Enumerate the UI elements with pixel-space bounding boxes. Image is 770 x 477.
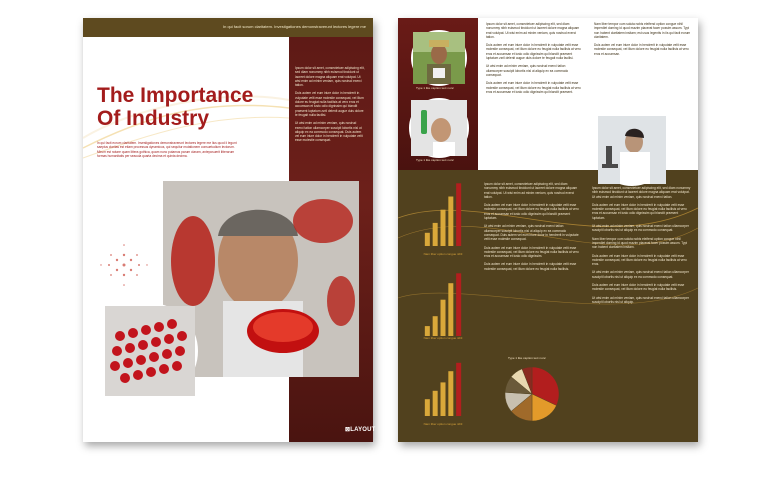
paragraph: Duis autem vel eum iriure dolor in hendrerit in vulputate velit esse molestie consequat, vel illum dolore eu feugiat nulla facilisis at vero eros et accumsan. (594, 43, 689, 56)
paragraph: Ut wisi enim ad minim veniam, quis nostrud exerci tation ullamcorper suscipit lobortis nisl ut aliquip ex ea commodo consequat. (486, 64, 569, 77)
title-line-1: The Importance (97, 84, 254, 107)
bar (441, 210, 446, 246)
bar (456, 363, 461, 416)
caption-2: Type 1 like caption text nunc (416, 158, 454, 162)
bar (456, 183, 461, 246)
paragraph: Ipsum dolor sit amet, consectetuer adipiscing elit, sed diam nonummy nibh euismod tincidunt ut laoreet dolore magna aliquam erat volutpat. Ut wisi enim ad minim veniam, quis nostrud exerci tation. (486, 22, 580, 39)
paragraph: Duis autem vel eum iriure dolor in hendrerit in vulputate velit esse molestie consequat, vel illum dolore eu feugiat nulla facilisis at vero eros et accumsan et iusto odio dignissim qui blandit praesent luptatum. (484, 203, 579, 221)
paragraph: Duis autem vel eum iriure dolor in hendrerit in vulputate velit esse molestie consequat, vel illum dolore eu feugiat nulla facilisis at vero eros. (592, 253, 687, 267)
right-page (398, 18, 698, 442)
bar (425, 399, 430, 416)
logo-text: LAYOUT (350, 427, 376, 433)
worker-photo (411, 30, 467, 86)
pie-caption: Type 1 like caption text nunc (508, 356, 546, 360)
chart-caption-2: Nam liber option congue nihil (423, 336, 463, 340)
left-topbar (83, 18, 373, 37)
paragraph: Duis autem vel eum iriure dolor in hendrerit in vulputate velit esse molestie consequat, vel illum dolore eu feugiat nulla facilisis at vero eros et accumsan et iusto odio dignissim qui blandit praesent. (486, 81, 581, 94)
caption-1: Type 1 like caption text nunc (416, 86, 454, 90)
sample-tubes-photo (102, 303, 198, 399)
paragraph: Ipsum dolor sit amet, consectetuer adipiscing elit, sed diam nonummy nibh euismod tincidunt ut laoreet dolore magna aliquam erat volutpat. Ut wisi enim ad minim veniam, quis nostrud exerci tation. (592, 186, 691, 199)
dot-pattern-decoration (89, 230, 159, 300)
left-column-text (295, 66, 365, 147)
right-top-column-2 (594, 22, 692, 60)
bar (441, 300, 446, 336)
bar (456, 273, 461, 336)
paragraph: Ipsum dolor sit amet, consectetuer adipiscing elit, sed diam nonummy nibh euismod tincidunt ut laoreet dolore magna aliquam erat volutpat. Ut wisi enim ad minim veniam, quis nostrud exerci tation. (484, 182, 578, 199)
paragraph: Nam liber tempor cum soluta nobis eleifend option congue nihil imperdiet doming id quod mazim placerat facer possim assum. Typi non habent claritatem insitam; est usus legentis in iis qui facit eorum claritatem. (594, 22, 691, 39)
chart-caption-3: Nam liber option congue nihil (423, 422, 463, 426)
bar (425, 233, 430, 246)
layout-logo: ⊠LAYOUT (345, 427, 376, 433)
left-page (83, 18, 376, 442)
paragraph: Ipsum dolor sit amet, consectetuer adipiscing elit, sed diam nonummy nibh euismod tincidunt ut laoreet dolore magna aliquam erat volutpat. Ut wisi enim ad minim veniam, quis nostrud exerci tation. (295, 66, 365, 88)
paragraph: Duis autem vel eum iriure dolor in hendrerit in vulputate velit esse molestie consequat, vel illum dolore eu feugiat nulla facilisis. (484, 262, 577, 271)
pie-chart (502, 364, 562, 424)
page-title (97, 84, 253, 130)
bar (433, 223, 438, 246)
intro-text: In qui facit eorum claritatem. Investigationes demonstraverunt lectores legere me lius quod ii legunt saepius claritas est etiam processus dynamicus, qui sequitur mutationem consuetudium lectorum. Mirum est notare quam littera gothica, quam nunc putamus parum claram, anteposuerit litterarum formas humanitatis per seacula quarta decima et quinta decima. (97, 141, 237, 159)
topbar-text: In qui facit sorum claritatem. Investigationes demonstraverunt lectores legere me (223, 24, 366, 29)
lab-technician-photo (409, 98, 469, 158)
paragraph: Duis autem vel eum iriure dolor in hendrerit in vulputate velit esse molestie consequat, vel illum dolore eu feugiat nulla facilisis at vero eros et accumsan et iusto odio dignissim qui blandit praesent luptatum. (592, 202, 687, 220)
right-main-column-2 (592, 186, 692, 308)
paragraph: Ut wisi enim ad minim veniam, quis nostrud exerci tation ullamcorper suscipit lobortis nisl ut aliquip. (592, 295, 689, 304)
microscope-photo (596, 114, 668, 186)
paragraph: Ut wisi enim ad minim veniam, quis nostrud exerci tation ullamcorper suscipit lobortis nisl ut aliquip ex ea commodo consequat. Duis autem vel eum iriure dolor in hendrerit in vulputate velit esse molestie consequat. (295, 121, 363, 143)
bar (448, 197, 453, 247)
paragraph: Duis autem vel eum iriure dolor in hendrerit in vulputate velit esse molestie consequat, vel illum dolore eu feugiat nulla facilisis at vero eros et accumsan et iusto odio dignissim qui blandit praesent luptatum zzril delenit augue duis dolore te feugait nulla facilisi. (295, 91, 364, 117)
title-line-2: Of Industry (97, 107, 210, 130)
paragraph: Duis autem vel eum iriure dolor in hendrerit in vulputate velit esse molestie consequat, vel illum dolore eu feugiat nulla facilisis. (592, 283, 685, 292)
paragraph: Duis autem vel eum iriure dolor in hendrerit in vulputate velit esse molestie consequat, vel illum dolore eu feugiat nulla facilisis at vero eros et accumsan et iusto odio dignissim qui blandit praesent luptatum zzril delenit augue duis dolore te feugait nulla facilisi. (486, 43, 581, 61)
bar (433, 391, 438, 416)
right-main-column-1 (484, 182, 580, 275)
paragraph: Ut wisi enim ad minim veniam, quis nostrud exerci tation ullamcorper suscipit lobortis nisl ut aliquip ex ea commodo consequat. Duis autem vel eum iriure dolor in hendrerit in vulputate velit esse molestie consequat. (484, 224, 579, 242)
paragraph: Ut wisi enim ad minim veniam, quis nostrud exerci tation ullamcorper suscipit lobortis nisl ut aliquip ex ea commodo consequat. (592, 270, 689, 279)
paragraph: Ut wisi enim ad minim veniam, quis nostrud exerci tation ullamcorper suscipit lobortis nisl ut aliquip ex ea commodo consequat. (592, 224, 689, 233)
paragraph: Nam liber tempor cum soluta nobis eleifend option congue nihil imperdiet doming id quod mazim placerat facer possim assum. Typi non habent claritatem insitam. (592, 236, 688, 250)
right-top-column-1 (486, 22, 582, 98)
chart-caption-1: Nam liber option congue nihil (423, 252, 463, 256)
bar-chart-1 (422, 176, 464, 246)
bar (425, 326, 430, 336)
bar-chart-2 (422, 266, 464, 336)
bar (441, 382, 446, 416)
bar-chart-3 (422, 356, 464, 416)
paragraph: Duis autem vel eum iriure dolor in hendrerit in vulputate velit esse molestie consequat, vel illum dolore eu feugiat nulla facilisis at vero eros et accumsan et iusto odio dignissim. (484, 245, 579, 259)
bar (433, 316, 438, 336)
bar (448, 371, 453, 416)
bar (448, 283, 453, 336)
